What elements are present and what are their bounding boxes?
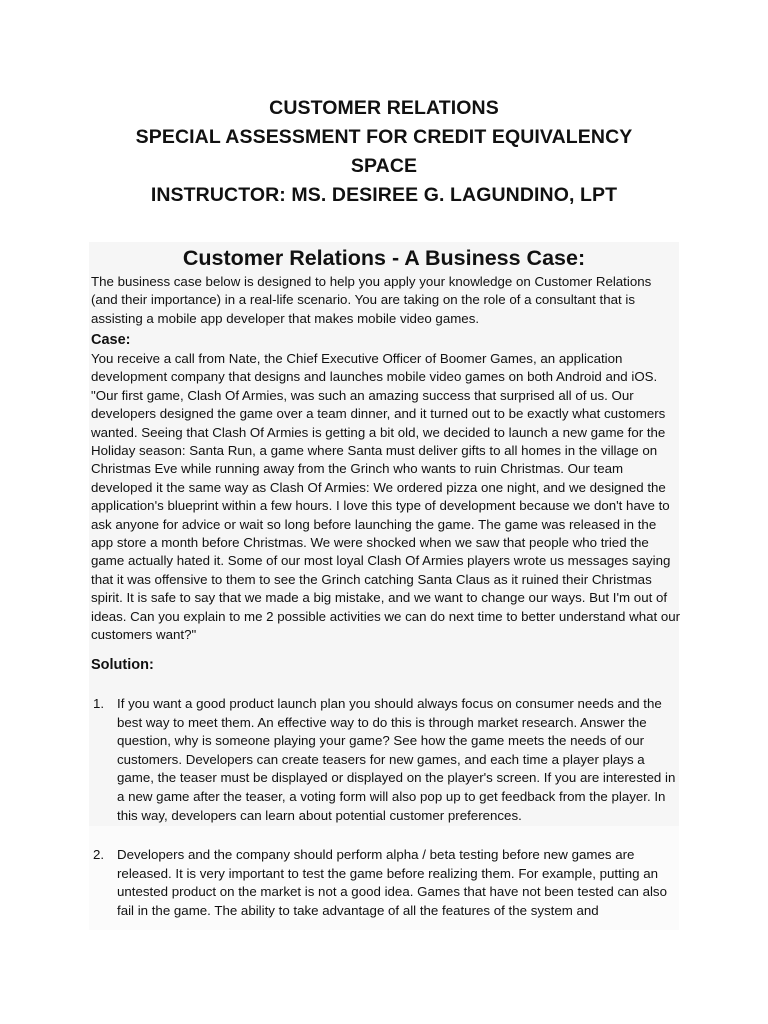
solution-label: Solution: <box>91 657 154 673</box>
case-paragraph: You receive a call from Nate, the Chief Executive Officer of Boomer Games, an application development company that designs and launches mobile video games on both Android and iOS. "Our first game, Clash Of Armies, was such an amazing success that surprised all of us. Our developers designed the game over a team dinner, and it turned out to be exactly what customers wanted. Seeing that Clash Of Armies is getting a bit old, we decided to launch a new game for the Holiday season: Santa Run, a game where Santa must deliver gifts to all homes in the village on Christmas Eve while running away from the Grinch who wants to ruin Christmas. Our team developed it the same way as Clash Of Armies: We ordered pizza one night, and we designed the application's blueprint within a few hours. I love this type of development because we don't have to ask anyone for advice or wait so long before launching the game. The game was released in the app store a month before Christmas. We were shocked when we saw that people who tried the game actually hated it. Some of our most loyal Clash Of Armies players wrote us messages saying that it was offensive to them to see the Grinch catching Santa Claus as it ruined their Christmas spirit. It is safe to say that we made a big mistake, and we want to change our ways. But I'm out of ideas. Can you explain to me 2 possible activities we can do next time to better understand what our customers want?" <box>91 351 681 643</box>
solution-text: If you want a good product launch plan you should always focus on consumer needs and the best way to meet them. An effective way to do this is through market research. Answer the question, why is someone playing your game? See how the game meets the needs of our customers. Developers can create teasers for new games, and each time a player plays a game, the teaser must be displayed or displayed on the player's screen. If you are interested in a new game after the teaser, a voting form will also pop up to get feedback from the player. In this way, developers can learn about potential customer preferences. <box>117 696 676 823</box>
intro-paragraph: The business case below is designed to help you apply your knowledge on Customer Relations (and their importance) in a real-life scenario. You are taking on the role of a consultant that is assisting a mobile app developer that makes mobile video games. <box>91 274 652 326</box>
case-label: Case: <box>91 332 131 348</box>
instructor-line: INSTRUCTOR: MS. DESIREE G. LAGUNDINO, LPT <box>150 184 618 206</box>
solution-text: Developers and the company should perform alpha / beta testing before new games are released. It is very important to test the game before realizing them. For example, putting an untested product on the market is not a good idea. Games that have not been tested can also fail in the game. The ability to take advantage of all the features of the system and <box>117 847 667 918</box>
assessment-title: SPECIAL ASSESSMENT FOR CREDIT EQUIVALENCY <box>135 126 633 148</box>
solution-list <box>91 0 681 1024</box>
case-section-title: Customer Relations - A Business Case: <box>182 246 586 270</box>
solution-number: 1. <box>93 696 105 711</box>
assessment-title-continued: SPACE <box>350 155 418 177</box>
solution-number: 2. <box>93 847 105 862</box>
course-title: CUSTOMER RELATIONS <box>269 97 499 119</box>
